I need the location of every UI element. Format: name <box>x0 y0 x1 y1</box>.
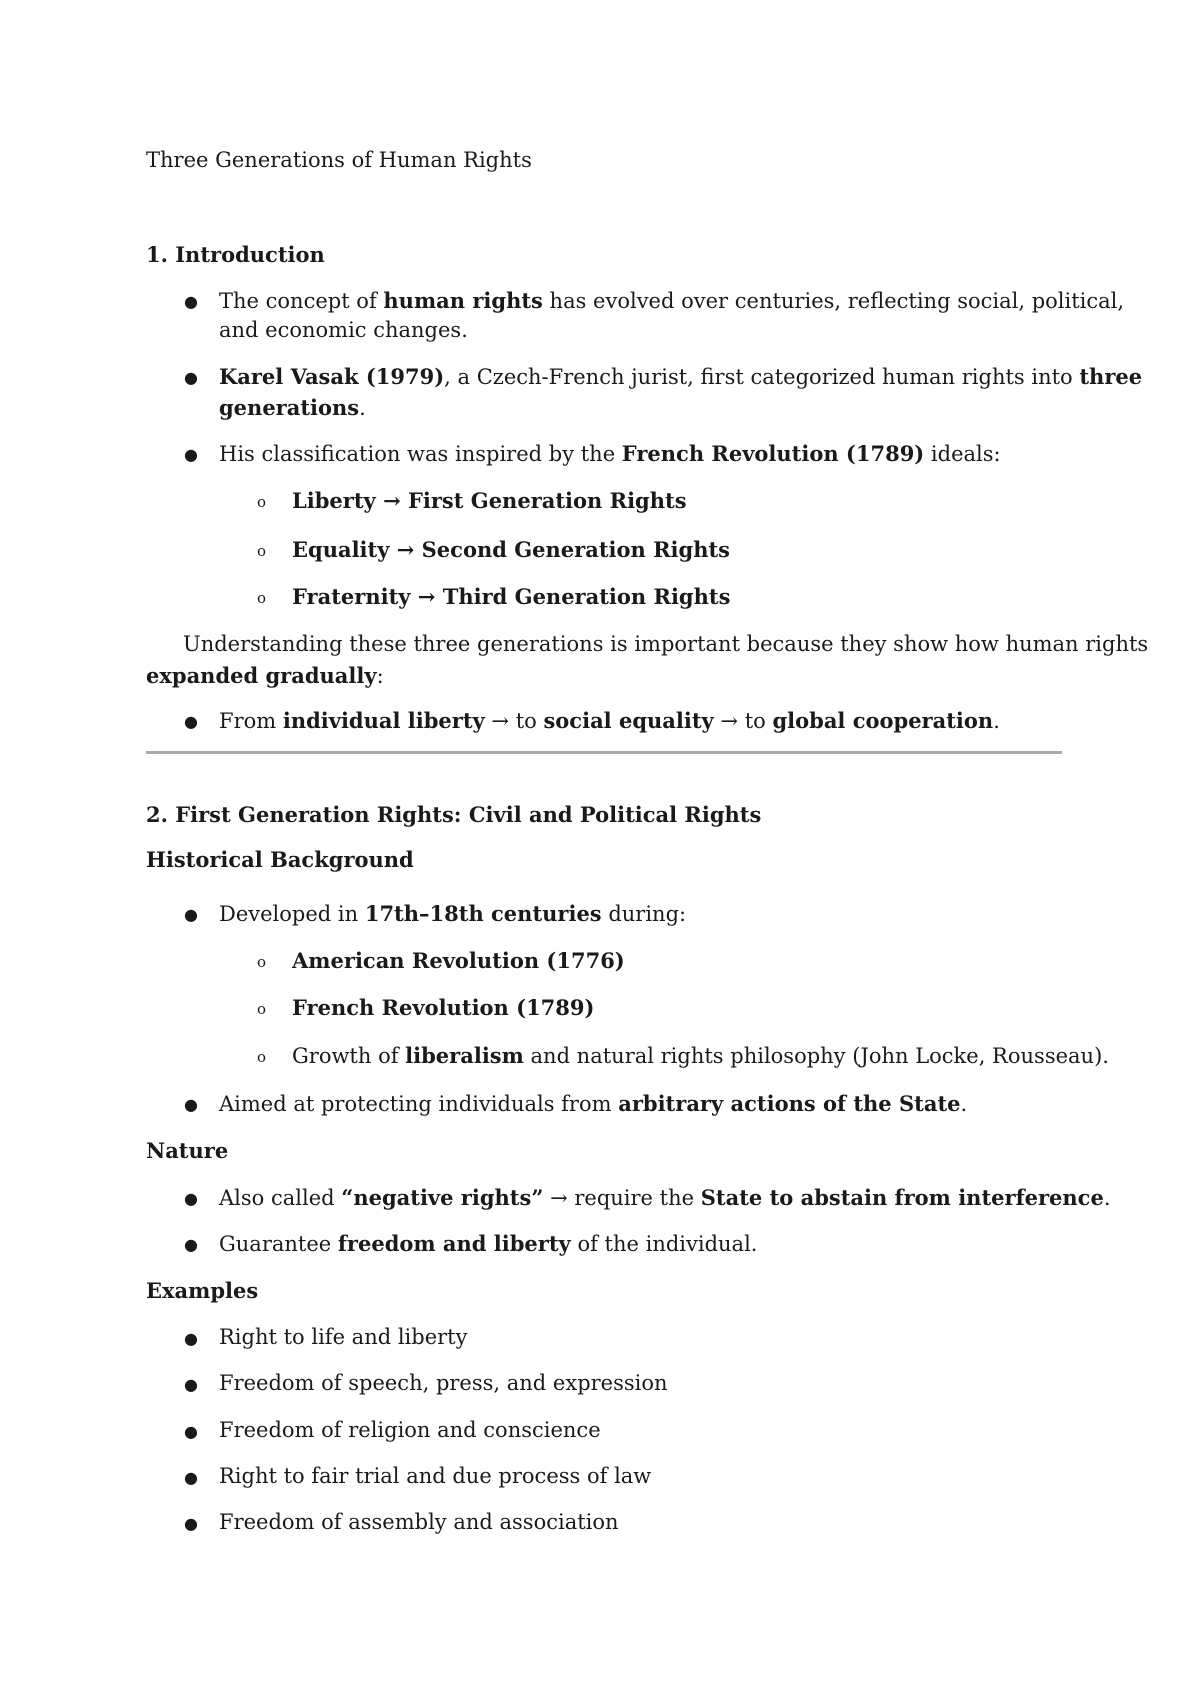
subheading-historical-background: Historical Background <box>146 847 414 872</box>
intro-bullet-2-line-2: generations. <box>219 395 366 420</box>
document-title: Three Generations of Human Rights <box>146 148 532 172</box>
history-bullet-2: Aimed at protecting individuals from arbitrary actions of the State. <box>219 1091 968 1116</box>
bullet-icon: ● <box>184 1095 198 1114</box>
bullet-icon: ● <box>184 1422 198 1441</box>
intro-paragraph-line-1: Understanding these three generations is important because they show how human rights <box>183 632 1149 656</box>
bullet-icon: ● <box>184 1514 198 1533</box>
bullet-icon: ● <box>184 1468 198 1487</box>
event-american-revolution: American Revolution (1776) <box>292 948 625 973</box>
event-growth-of-liberalism: Growth of liberalism and natural rights philosophy (John Locke, Rousseau). <box>292 1043 1109 1068</box>
bullet-icon: ● <box>184 1375 198 1394</box>
intro-bullet-1-line-1: The concept of human rights has evolved over centuries, reflecting social, political, <box>219 288 1125 313</box>
intro-bullet-4: From individual liberty → to social equality → to global cooperation. <box>219 708 1000 733</box>
bullet-icon: ● <box>184 1329 198 1348</box>
bullet-icon: ● <box>184 292 198 311</box>
example-item: Freedom of speech, press, and expression <box>219 1371 668 1395</box>
bullet-icon: ● <box>184 1235 198 1254</box>
section-heading-first-generation: 2. First Generation Rights: Civil and Political Rights <box>146 802 762 827</box>
history-bullet-1: Developed in 17th–18th centuries during: <box>219 901 687 926</box>
nature-bullet-1: Also called “negative rights” → require the State to abstain from interference. <box>219 1185 1111 1210</box>
intro-bullet-1-line-2: and economic changes. <box>219 318 468 342</box>
example-item: Right to fair trial and due process of law <box>219 1464 652 1488</box>
ideal-liberty: Liberty → First Generation Rights <box>292 488 687 513</box>
subheading-examples: Examples <box>146 1278 259 1303</box>
bullet-icon: ● <box>184 712 198 731</box>
example-item: Right to life and liberty <box>219 1325 468 1349</box>
circle-bullet-icon: o <box>257 1048 267 1066</box>
circle-bullet-icon: o <box>257 1000 267 1018</box>
circle-bullet-icon: o <box>257 589 267 607</box>
example-item: Freedom of religion and conscience <box>219 1418 601 1442</box>
intro-bullet-3: His classification was inspired by the French Revolution (1789) ideals: <box>219 441 1001 466</box>
circle-bullet-icon: o <box>257 953 267 971</box>
bullet-icon: ● <box>184 905 198 924</box>
ideal-fraternity: Fraternity → Third Generation Rights <box>292 584 731 609</box>
nature-bullet-2: Guarantee freedom and liberty of the individual. <box>219 1231 758 1256</box>
horizontal-divider <box>146 751 1062 754</box>
section-heading-introduction: 1. Introduction <box>146 242 325 267</box>
bullet-icon: ● <box>184 368 198 387</box>
intro-bullet-2-line-1: Karel Vasak (1979), a Czech-French jurist, first categorized human rights into three <box>219 364 1143 389</box>
example-item: Freedom of assembly and association <box>219 1510 619 1534</box>
bullet-icon: ● <box>184 445 198 464</box>
event-french-revolution: French Revolution (1789) <box>292 995 595 1020</box>
circle-bullet-icon: o <box>257 493 267 511</box>
intro-paragraph-line-2: expanded gradually: <box>146 663 384 688</box>
subheading-nature: Nature <box>146 1138 229 1163</box>
bullet-icon: ● <box>184 1189 198 1208</box>
circle-bullet-icon: o <box>257 542 267 560</box>
ideal-equality: Equality → Second Generation Rights <box>292 537 730 562</box>
